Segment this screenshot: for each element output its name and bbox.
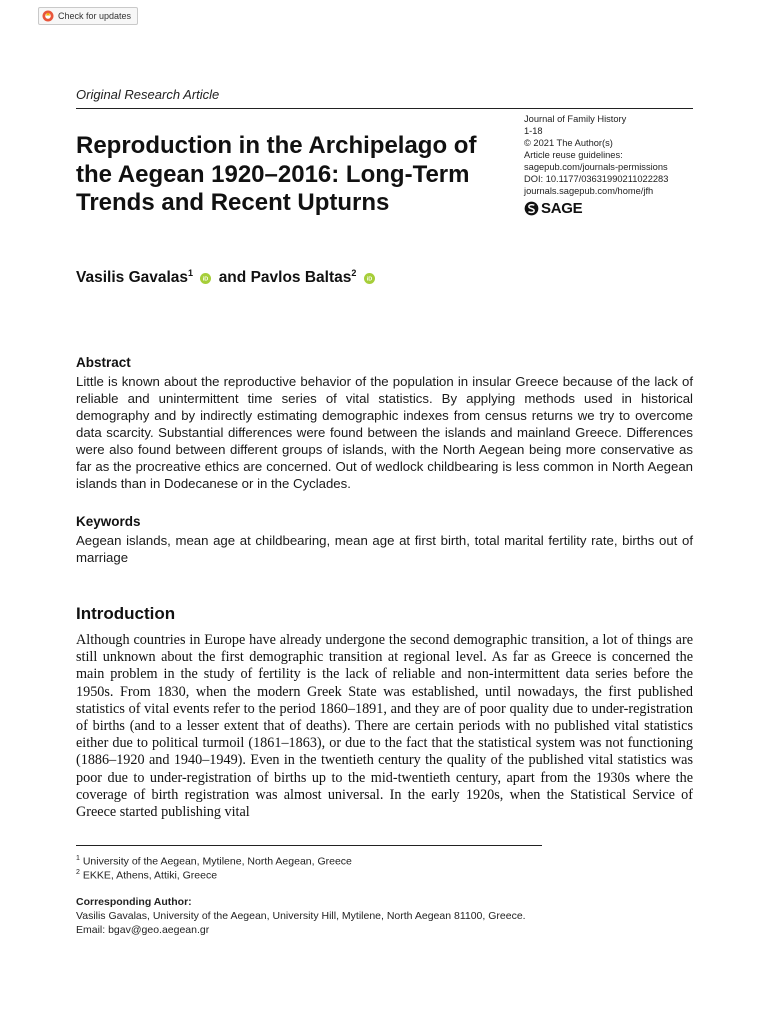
- footnote-affiliation-2: [76, 866, 217, 883]
- check-for-updates-badge[interactable]: [38, 7, 138, 25]
- copyright: © 2021 The Author(s): [524, 138, 613, 148]
- sage-logo-icon: [524, 201, 539, 216]
- footnote-marker: 1: [76, 855, 80, 862]
- orcid-icon[interactable]: [364, 273, 375, 284]
- reuse-link[interactable]: sagepub.com/journals-permissions: [524, 162, 668, 172]
- introduction-heading: Introduction: [76, 604, 176, 623]
- author-name[interactable]: Pavlos Baltas: [250, 269, 352, 287]
- sage-logo: [524, 201, 694, 216]
- author-conjunction: and: [218, 269, 247, 287]
- journal-name: Journal of Family History: [524, 114, 627, 124]
- abstract-heading: Abstract: [76, 355, 131, 370]
- crossmark-icon: [42, 10, 54, 22]
- affiliation-marker: 1: [188, 268, 194, 278]
- footnote-text: University of the Aegean, Mytilene, North Aegean, Greece: [82, 855, 352, 868]
- check-for-updates-label: Check for updates: [58, 11, 132, 21]
- orcid-icon[interactable]: [200, 273, 211, 284]
- article-type: Original Research Article: [76, 87, 220, 102]
- corresponding-author-label: Corresponding Author:: [76, 896, 192, 908]
- reuse-label: Article reuse guidelines:: [524, 150, 623, 160]
- footnote-rule: [76, 845, 542, 846]
- keywords-text: Aegean islands, mean age at childbearing, mean age at first birth, total marital fertility rate, births out of marriage: [76, 533, 693, 565]
- author-line: [76, 268, 378, 287]
- article-title: Reproduction in the Archipelago of the Aegean 1920–2016: Long-Term Trends and Recent Upturns: [76, 132, 477, 216]
- introduction-text: Although countries in Europe have already undergone the second demographic transition, a lot of things are still unknown about the first demographic transition at regional level. As far as Greece is concerned the main problem in the study of fertility is the lack of reliable and non-intermittent data series before the 1950s. From 1830, when the modern Greek State was established, until nowadays, the first published statistics of vital events refer to the period 1860–1891, and they are of poor quality due to under-registration of births (and to a lesser extent that of deaths). There are certain periods with no published vital statistics either due to political turmoil (1861–1863), or due to the fact that the statistical system was not functioning (1886–1920 and 1940–1949). Even in the twentieth century the quality of the published vital statistics was poor due to under-registration of births up to the mid-twentieth century, apart from the 1930s where the coverage of birth registration was almost universal. In the early 1920s, when the Statistical Service of Greece started publishing vital: [76, 632, 693, 821]
- footnote-text: EKKE, Athens, Attiki, Greece: [82, 869, 218, 882]
- page-range: 1-18: [524, 126, 543, 136]
- corresponding-author-text: Vasilis Gavalas, University of the Aegean, University Hill, Mytilene, North Aegean 81100, Greece.: [76, 910, 526, 922]
- journal-meta: [524, 113, 694, 216]
- keywords-heading: Keywords: [76, 514, 141, 529]
- affiliation-marker: 2: [351, 268, 357, 278]
- header-rule: [76, 108, 693, 109]
- doi-link[interactable]: DOI: 10.1177/03631990211022283: [524, 174, 669, 184]
- corresponding-author-email[interactable]: Email: bgav@geo.aegean.gr: [76, 924, 210, 936]
- author-name[interactable]: Vasilis Gavalas: [76, 269, 189, 287]
- svg-text:iD: iD: [366, 276, 372, 283]
- svg-text:iD: iD: [203, 276, 209, 283]
- journal-homepage-link[interactable]: journals.sagepub.com/home/jfh: [524, 186, 654, 196]
- abstract-text: Little is known about the reproductive behavior of the population in insular Greece because of the lack of reliable and unintermittent time series of vital statistics. By applying methods used in historical demography and by indirectly estimating demographic indexes from census returns we try to overcome data scarcity. Substantial differences were found between the islands and mainland Greece. Differences were also found between different groups of islands, with the North Aegean being more conservative as far as the procreative ethics are concerned. Out of wedlock childbearing is less common in North Aegean islands than in Dodecanese or in the Cyclades.: [76, 374, 693, 491]
- sage-logo-text: SAGE: [541, 199, 583, 217]
- footnote-marker: 2: [76, 869, 80, 876]
